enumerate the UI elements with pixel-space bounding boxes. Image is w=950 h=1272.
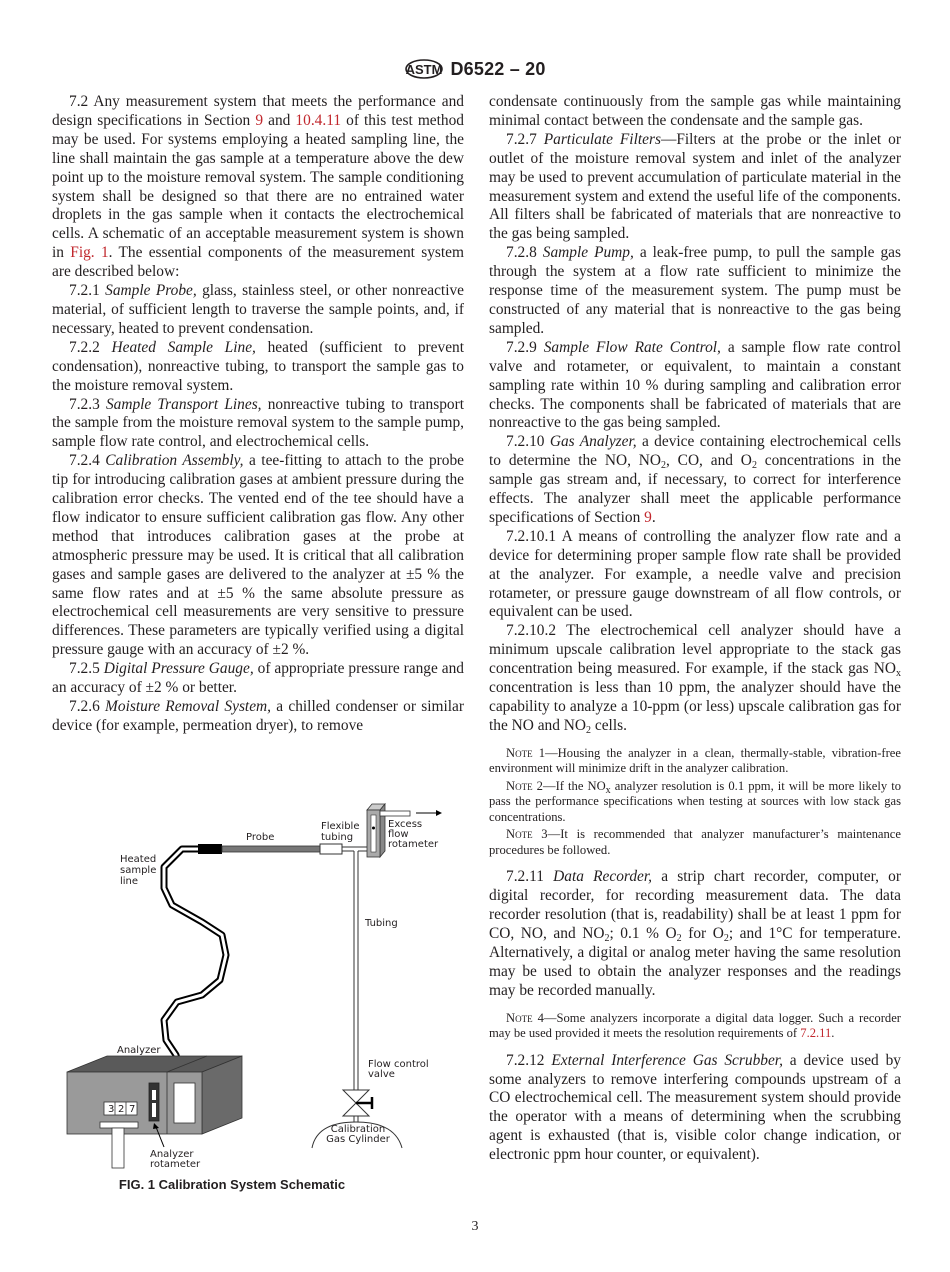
svg-text:tubing: tubing: [321, 832, 354, 843]
svg-text:Flexible: Flexible: [321, 821, 360, 832]
section-7-2-3: 7.2.3 Sample Transport Lines, nonreactive tubing to transport the sample from the moisture removal system to the sample pump, sample flow rate control, and electrochemical cells.: [52, 395, 464, 451]
section-7-2-12: 7.2.12 External Interference Gas Scrubber, a device used by some analyzers to remove interfering compounds upstream of a CO electrochemical cell. The measurement system should provide the operator with a means of determining when the scrubbing agent is exhausted (that is, visible color change indication, or electronic ppm hour counter, or equivalent).: [489, 1051, 901, 1164]
section-7-2-11: 7.2.11 Data Recorder, a strip chart recorder, computer, or digital recorder, for recording measurement data. The data recorder resolution (that is, readability) shall be at least 1 ppm for CO, NO, and $NO_2$; 0.1 % $O_2$ for $O_2$; and 1°C for temperature. Alternatively, a digital or analog meter having the same resolution may be used to obtain the analyzer responses and the readings may be recorded manually.: [489, 868, 901, 999]
svg-text:7: 7: [129, 1104, 136, 1115]
link-fig-1[interactable]: Fig. 1: [70, 244, 109, 262]
figure-caption: FIG. 1 Calibration System Schematic: [118, 1177, 346, 1192]
svg-text:2: 2: [118, 1104, 125, 1115]
probe-connector: [198, 844, 222, 854]
svg-text:ASTM: ASTM: [406, 62, 443, 77]
svg-text:Probe: Probe: [246, 832, 275, 843]
link-section-7-2-11[interactable]: 7.2.11: [800, 1026, 832, 1041]
page-header: [0, 55, 950, 83]
astm-logo-icon: [404, 55, 444, 83]
link-section-9[interactable]: 9: [255, 111, 264, 129]
schematic-diagram: [52, 770, 464, 1170]
probe-shaft: [222, 846, 322, 852]
note-2: Note 2—If the $NO_x$ analyzer resolution is 0.1 ppm, it will be more likely to pass the performance specifications when testing at sources with low stack gas concentrations.: [489, 778, 901, 824]
svg-text:rotameter: rotameter: [388, 839, 439, 850]
svg-text:Analyzer: Analyzer: [150, 1149, 194, 1160]
section-7-2-10: 7.2.10 Gas Analyzer, a device containing electrochemical cells to determine the NO, $NO_2$, CO, and $O_2$ concentrations in the sample gas stream and, if necessary, to correct for interference effects. The analyzer shall meet the applicable performance specifications of Section 9.: [489, 433, 902, 526]
svg-text:sample: sample: [120, 865, 157, 876]
flow-control-valve: [343, 1090, 372, 1122]
section-7-2-10-1: 7.2.10.1 A means of controlling the analyzer flow rate and a device for determining proper sample flow rate shall be provided at the analyzer. For example, a needle valve and precision rotameter, or pressure gauge downstream of all flow controls, or equivalent can be used.: [489, 527, 901, 621]
figure-calibration-schematic: [52, 770, 464, 1170]
svg-text:Analyzer: Analyzer: [117, 1045, 161, 1056]
section-7-2-7: 7.2.7 Particulate Filters—Filters at the probe or the inlet or outlet of the moisture removal system and inlet of the analyzer may be used to prevent accumulation of particulate material in the measurement system and extend the useful life of the components. All filters shall be fabricated of materials that are nonreactive to the gas being sampled.: [489, 130, 901, 243]
svg-text:Gas Cylinder: Gas Cylinder: [326, 1134, 390, 1145]
section-7-2: 7.2 Any measurement system that meets the performance and design specifications in Section 9 and 10.4.11 of this test method may be used. For systems employing a heated sampling line, the line shall maintain the gas sample at a temperature above the dew point up to the moisture removal system. The sample conditioning system shall be designed so that there are no entrained water droplets in the gas sample when it contacts the electrochemical cells. A schematic of an acceptable measurement system is shown in Fig. 1. The essential components of the measurement system are described below:: [52, 93, 464, 281]
section-7-2-1: 7.2.1 Sample Probe, glass, stainless steel, or other nonreactive material, of sufficient length to traverse the sample points, and, if necessary, heated to prevent condensation.: [52, 282, 464, 337]
section-7-2-8: 7.2.8 Sample Pump, a leak-free pump, to pull the sample gas through the system at a flow rate sufficient to minimize the response time of the measurement system. The pump must be constructed of any material that is nonreactive to the gas being sampled.: [489, 244, 901, 337]
svg-text:flow: flow: [388, 829, 409, 840]
svg-text:Excess: Excess: [388, 819, 423, 830]
section-7-2-4: 7.2.4 Calibration Assembly, a tee-fitting to attach to the probe tip for introducing calibration gases at ambient pressure during the calibration error checks. The vented end of the tee should have a flow indicator to ensure sufficient calibration gas flow. Any other method that introduces calibration gases at the probe at atmospheric pressure may be used. It is critical that all calibration gases and sample gases are delivered to the analyzer at ±5 % the same flow rates and at ±5 % the same absolute pressure as electrochemical cell measurements are very sensitive to pressure differences. These parameters are typically verified using a digital pressure gauge with an accuracy of ±2 %.: [52, 452, 464, 659]
page-number: 3: [471, 1219, 479, 1234]
section-7-2-2: 7.2.2 Heated Sample Line, heated (sufficient to prevent condensation), nonreactive tubing, to transport the sample gas to the moisture removal system.: [52, 338, 464, 394]
section-7-2-10-2: 7.2.10.2 The electrochemical cell analyzer should have a minimum upscale calibration level appropriate to the stack gas concentration being measured. For example, if the stack gas $NO_x$ concentration is less than 10 ppm, the analyzer should have the capability to analyze a 10-ppm (or less) upscale calibration gas for the NO and $NO_2$ cells.: [489, 622, 901, 736]
left-column: [52, 93, 464, 736]
section-7-2-5: 7.2.5 Digital Pressure Gauge, of appropriate pressure range and an accuracy of ±2 % or better.: [52, 660, 464, 697]
svg-text:Heated: Heated: [120, 854, 157, 865]
svg-text:Tubing: Tubing: [365, 918, 398, 929]
note-4: Note 4—Some analyzers incorporate a digital data logger. Such a recorder may be used provided it meets the resolution requirements of 7.2.11.: [489, 1010, 901, 1041]
svg-text:3: 3: [108, 1104, 115, 1115]
section-7-2-9: 7.2.9 Sample Flow Rate Control, a sample flow rate control valve and rotameter, or equivalent, to maintain a constant sampling rate within 10 % during sampling and calibration error checks. The components shall be fabricated of materials that are nonreactive to the gas being sampled.: [489, 338, 901, 432]
svg-text:rotameter: rotameter: [150, 1159, 201, 1170]
link-section-9[interactable]: 9: [644, 508, 652, 526]
svg-text:Flow control: Flow control: [368, 1059, 429, 1070]
arrow-right-icon: [436, 810, 442, 816]
section-7-2-6: 7.2.6 Moisture Removal System, a chilled condenser or similar device (for example, permeation dryer), to remove: [52, 698, 464, 734]
link-section-10-4-11[interactable]: 10.4.11: [295, 111, 342, 129]
note-3: Note 3—It is recommended that analyzer manufacturer’s maintenance procedures be followed.: [489, 827, 901, 857]
svg-text:Calibration: Calibration: [330, 1124, 386, 1135]
note-1: Note 1—Housing the analyzer in a clean, thermally-stable, vibration-free environment will minimize drift in the analyzer calibration.: [489, 745, 901, 776]
svg-text:line: line: [120, 876, 139, 887]
svg-text:valve: valve: [368, 1069, 395, 1080]
document-id: D6522 – 20: [450, 58, 546, 79]
section-7-2-6-continued: condensate continuously from the sample gas while maintaining minimal contact between the condensate and the sample gas.: [489, 93, 901, 129]
right-column: [489, 93, 901, 1165]
flexible-tubing: [320, 844, 342, 854]
